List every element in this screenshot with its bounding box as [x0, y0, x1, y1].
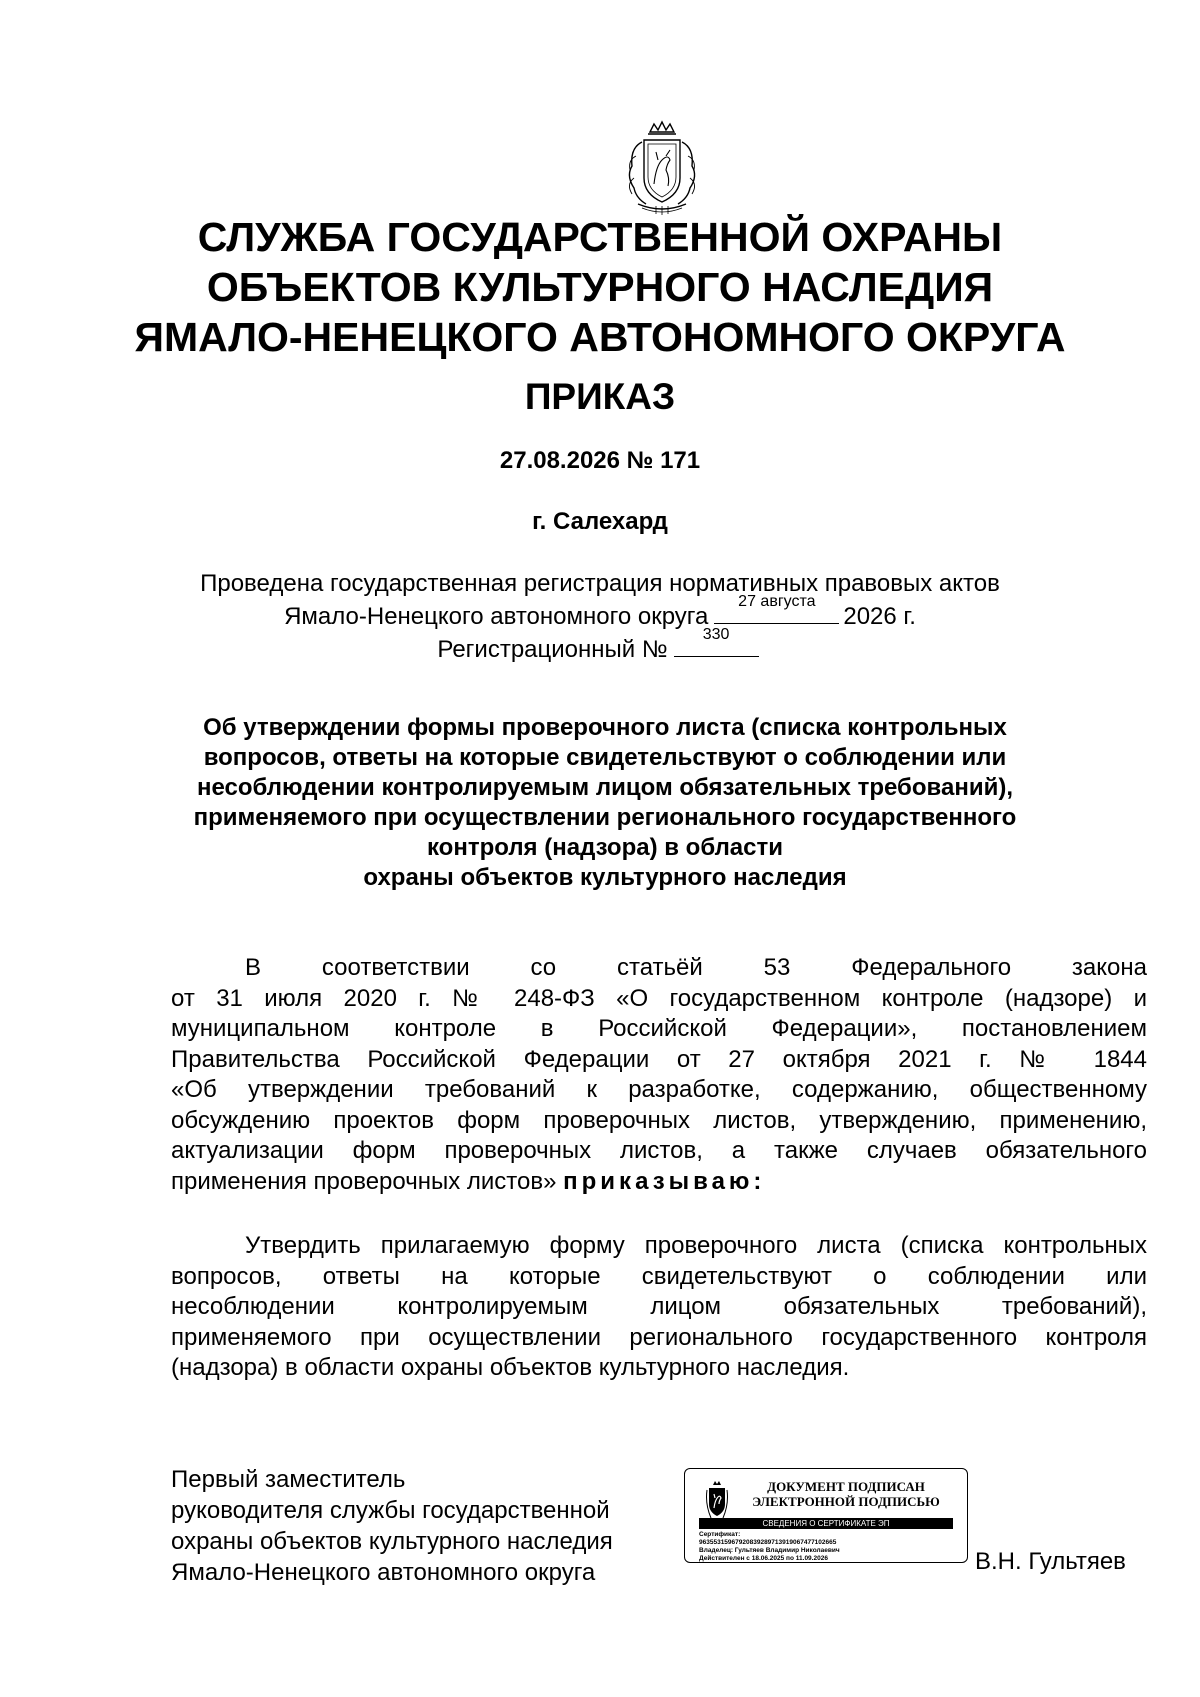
paragraph-line: несоблюдении контролируемым лицом обязательных требований), [171, 1293, 1147, 1320]
registration-number-label: Регистрационный № [437, 636, 668, 663]
signer-position-line: руководителя службы государственной [171, 1497, 610, 1524]
signer-position-line: Ямало-Ненецкого автономного округа [171, 1559, 596, 1586]
agency-name-line: ОБЪЕКТОВ КУЛЬТУРНОГО НАСЛЕДИЯ [206, 264, 994, 310]
paragraph-line: Правительства Российской Федерации от 27 октября 2021 г. № 1844 [171, 1045, 1147, 1073]
esign-title-line: ЭЛЕКТРОННОЙ ПОДПИСЬЮ [752, 1494, 940, 1509]
registration-line-3 [100, 626, 1100, 666]
registration-line-1: Проведена государственная регистрация нормативных правовых актов [200, 570, 1000, 597]
signer-position-line: Первый заместитель [171, 1466, 406, 1493]
electronic-signature-stamp [684, 1468, 968, 1563]
registration-block [100, 567, 1100, 666]
document-city: г. Салехард [532, 508, 668, 535]
coat-of-arms-icon [622, 120, 702, 216]
registration-line-2 [100, 593, 1100, 633]
document-date-number: 27.08.2026 № 171 [499, 447, 701, 474]
esign-owner: Владелец: Гультяев Владимир Николаевич [699, 1547, 840, 1554]
signer-position-line: охраны объектов культурного наследия [171, 1528, 613, 1555]
paragraph-line: вопросов, ответы на которые свидетельствуют о соблюдении или [171, 1262, 1147, 1290]
paragraph-line: актуализации форм проверочных листов, а также случаев обязательного [171, 1137, 1147, 1164]
esign-certificate-bar: СВЕДЕНИЯ О СЕРТИФИКАТЕ ЭП [699, 1518, 953, 1529]
paragraph-line-text: применения проверочных листов» [171, 1167, 557, 1195]
subject-line: охраны объектов культурного наследия [363, 864, 847, 891]
registration-number-value: 330 [702, 626, 730, 643]
esign-validity: Действителен с 18.06.2025 по 11.09.2026 [699, 1555, 828, 1562]
agency-name-line: ЯМАЛО-НЕНЕЦКОГО АВТОНОМНОГО ОКРУГА [134, 314, 1066, 360]
esign-title [733, 1479, 959, 1509]
document-subject [180, 713, 1030, 893]
paragraph-last-line [171, 1167, 1147, 1198]
signer-position [171, 1464, 613, 1588]
coat-of-arms-icon [705, 1480, 729, 1520]
subject-line: Об утверждении формы проверочного листа (списка контрольных [203, 714, 1007, 741]
paragraph-last-line: (надзора) в области охраны объектов культурного наследия. [171, 1354, 850, 1381]
esign-title-line: ДОКУМЕНТ ПОДПИСАН [767, 1479, 925, 1494]
subject-line: несоблюдении контролируемым лицом обязательных требований), [197, 774, 1013, 801]
agency-name [100, 212, 1100, 362]
registration-date-value: 27 августа [738, 593, 816, 610]
subject-line: применяемого при осуществлении регионального государственного [193, 804, 1017, 831]
registration-number-field [674, 626, 759, 657]
registration-year: 2026 г. [843, 603, 916, 630]
paragraph-line: обсуждению проектов форм проверочных листов, утверждению, применению, [171, 1106, 1147, 1134]
esign-certificate-details [699, 1531, 959, 1563]
paragraph-line: от 31 июля 2020 г. № 248-ФЗ «О государственном контроле (надзоре) и [171, 984, 1147, 1012]
paragraph-line: Утвердить прилагаемую форму проверочного листа (списка контрольных [245, 1232, 1147, 1259]
agency-name-line: СЛУЖБА ГОСУДАРСТВЕННОЙ ОХРАНЫ [197, 214, 1003, 260]
paragraph-preamble [171, 953, 1147, 1197]
paragraph-line: муниципальном контроле в Российской Федерации», постановлением [171, 1015, 1147, 1042]
paragraph-line: применяемого при осуществлении регионального государственного контроля [171, 1323, 1147, 1351]
subject-line: вопросов, ответы на которые свидетельствуют о соблюдении или [203, 744, 1007, 771]
document-type: ПРИКАЗ [524, 376, 676, 417]
paragraph-line: «Об утверждении требований к разработке, содержанию, общественному [171, 1076, 1147, 1103]
registration-prefix: Ямало-Ненецкого автономного округа [284, 603, 709, 630]
operative-word: приказываю: [563, 1167, 766, 1195]
paragraph-order [171, 1231, 1147, 1384]
esign-certificate-label: Сертификат: [699, 1531, 741, 1538]
signer-name: В.Н. Гультяев [975, 1548, 1126, 1575]
subject-line: контроля (надзора) в области [426, 834, 784, 861]
paragraph-line: В соответствии со статьёй 53 Федерального закона [245, 954, 1147, 981]
registration-date-field [714, 593, 839, 624]
esign-certificate-value: 96355315967920839289713919067477102665 [699, 1539, 837, 1546]
